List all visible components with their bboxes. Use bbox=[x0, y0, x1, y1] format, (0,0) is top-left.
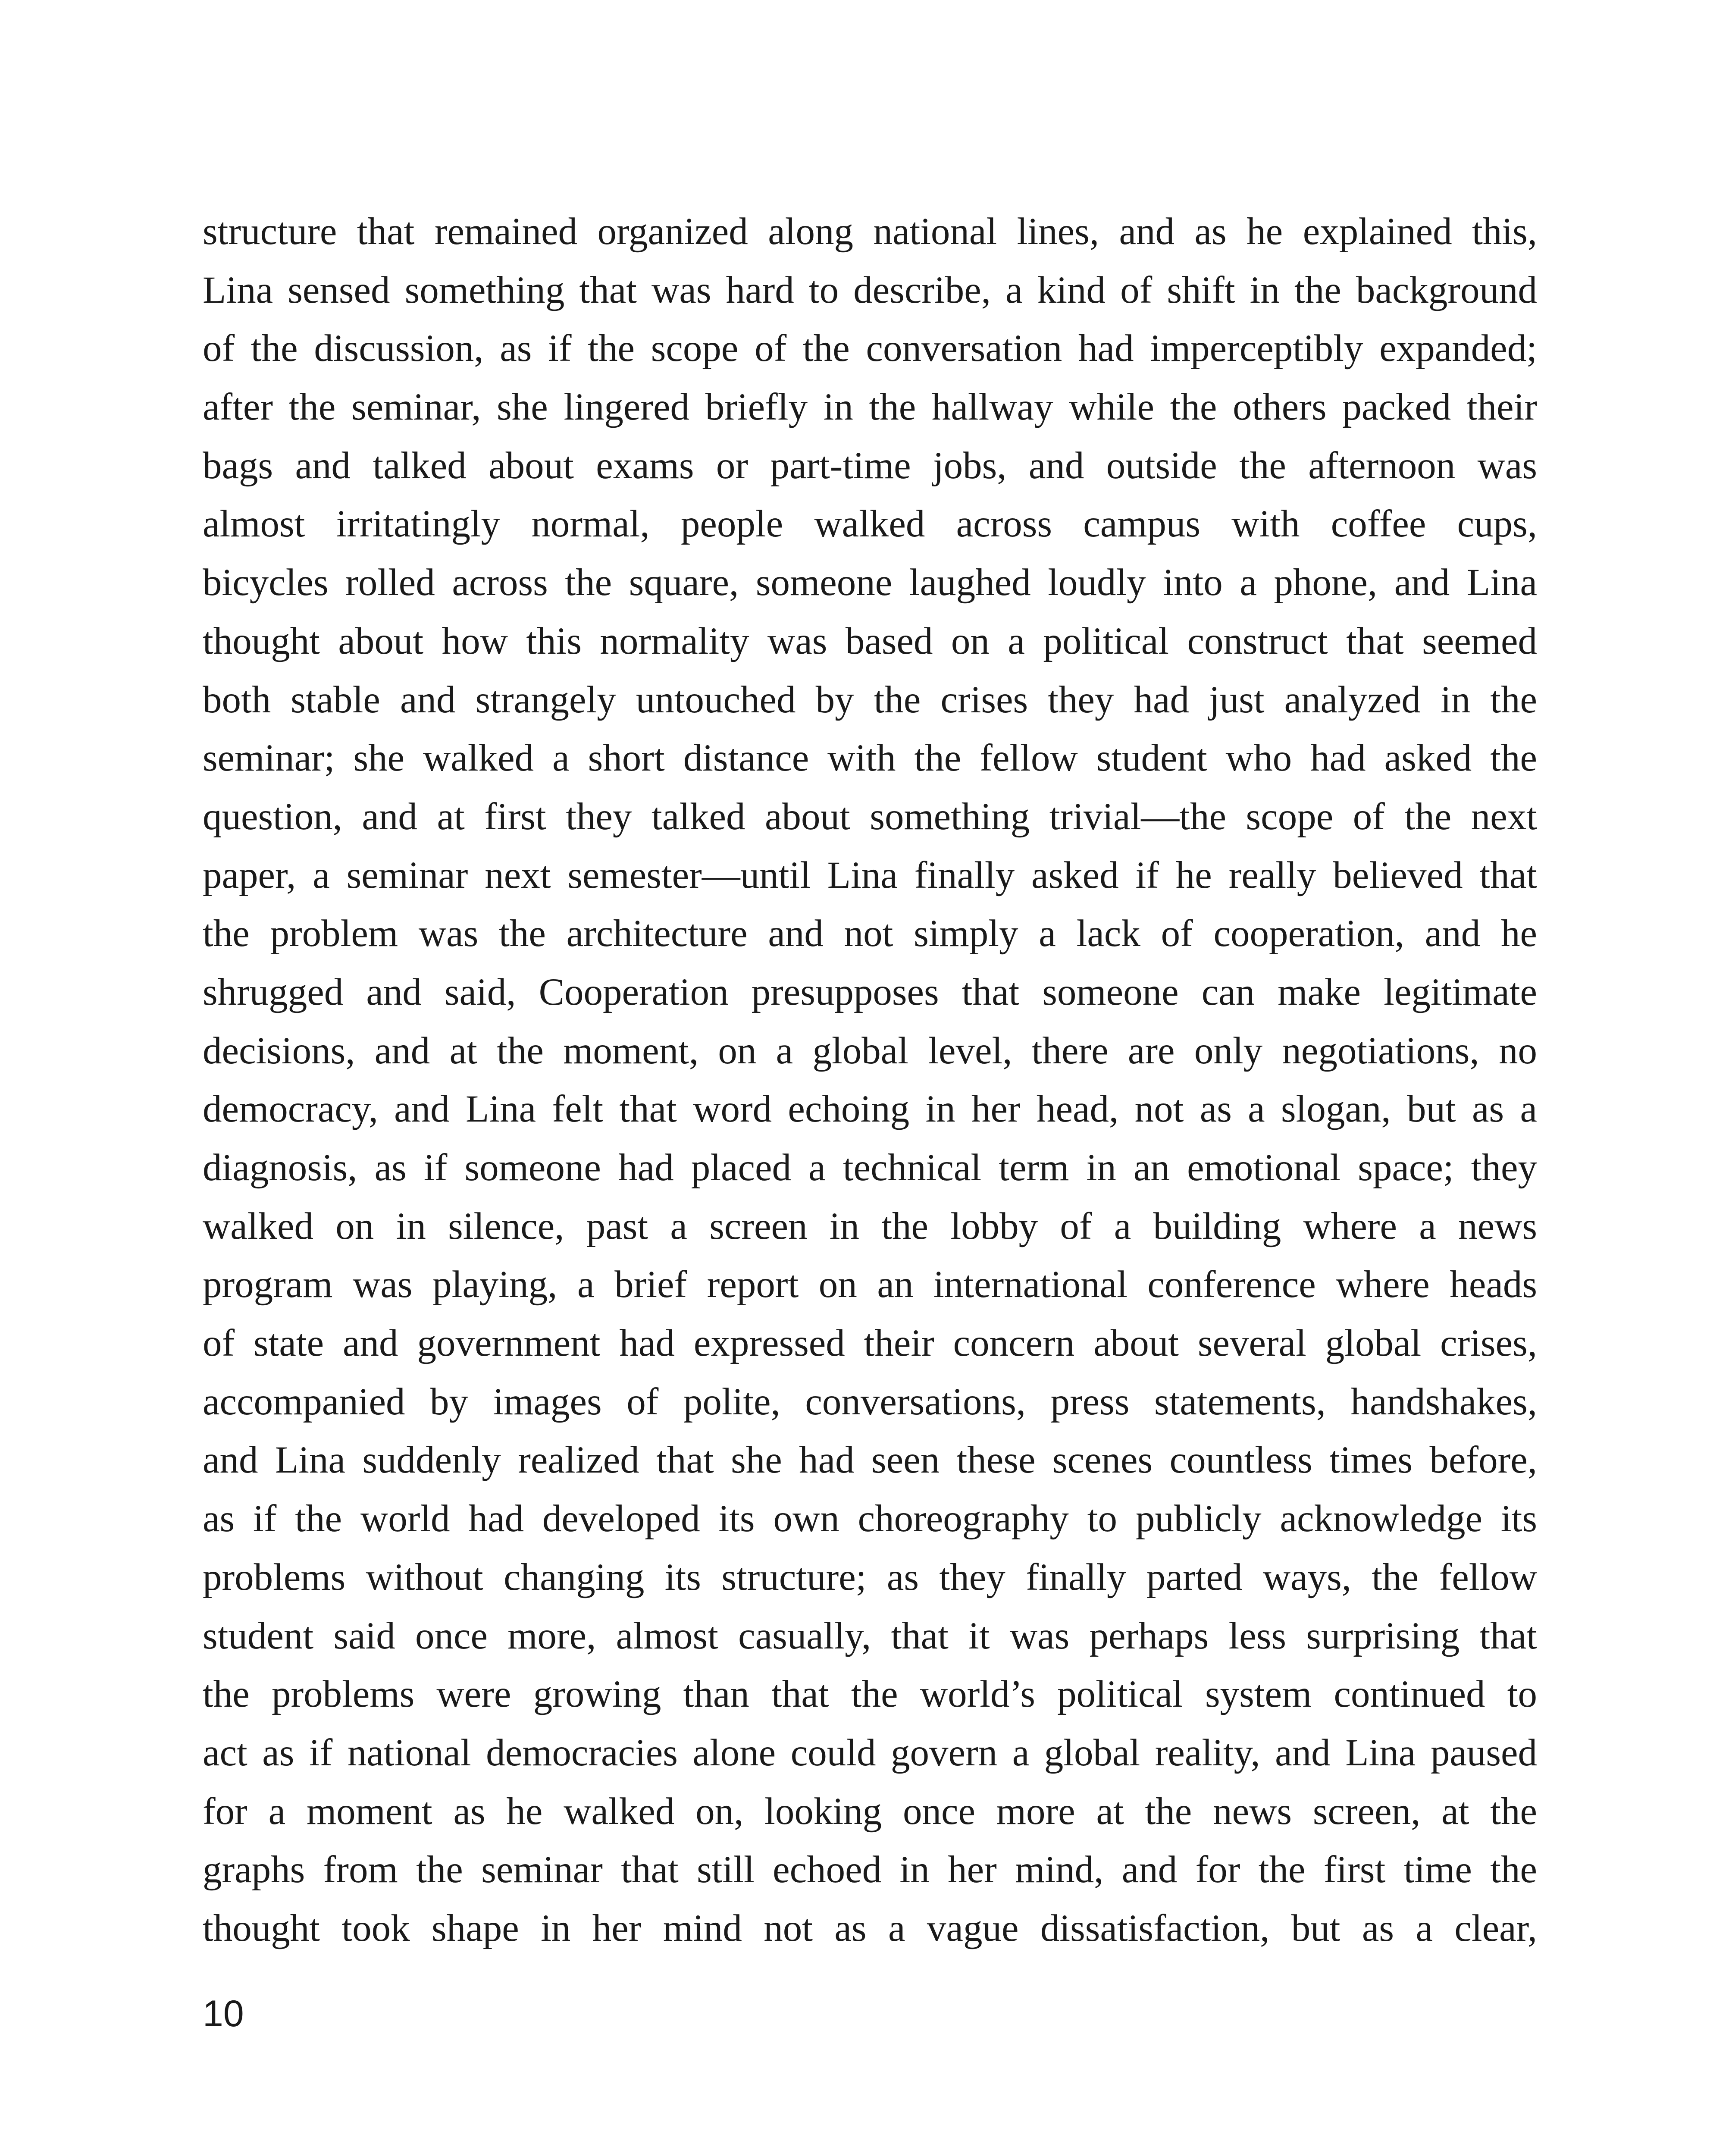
text-line: after the seminar, she lingered briefly in the hallway while the others packed their bbox=[203, 386, 1537, 429]
text-line: thought about how this normality was based on a political construct that seemed bbox=[203, 620, 1537, 662]
text-line: structure that remained organized along national lines, and as he explained this, bbox=[203, 210, 1537, 253]
text-line: diagnosis, as if someone had placed a technical term in an emotional space; they bbox=[203, 1147, 1537, 1189]
text-line: walked on in silence, past a screen in the lobby of a building where a news bbox=[203, 1205, 1537, 1247]
text-line: paper, a seminar next semester—until Lina finally asked if he really believed that bbox=[203, 854, 1537, 896]
text-line: decisions, and at the moment, on a global level, there are only negotiations, no bbox=[203, 1029, 1537, 1072]
page-number: 10 bbox=[203, 1993, 244, 2034]
text-line: thought took shape in her mind not as a vague dissatisfaction, but as a clear, bbox=[203, 1907, 1537, 1949]
text-line: the problems were growing than that the world’s political system continued to bbox=[203, 1673, 1537, 1716]
text-line: as if the world had developed its own choreography to publicly acknowledge its bbox=[203, 1498, 1537, 1540]
text-line: seminar; she walked a short distance with the fellow student who had asked the bbox=[203, 737, 1537, 780]
text-line: shrugged and said, Cooperation presupposes that someone can make legitimate bbox=[203, 971, 1537, 1013]
text-line: act as if national democracies alone could govern a global reality, and Lina paused bbox=[203, 1731, 1537, 1774]
text-line: bags and talked about exams or part-time jobs, and outside the afternoon was bbox=[203, 444, 1537, 487]
text-line: problems without changing its structure; as they finally parted ways, the fellow bbox=[203, 1556, 1537, 1598]
text-line: both stable and strangely untouched by the crises they had just analyzed in the bbox=[203, 678, 1537, 721]
text-line: almost irritatingly normal, people walked across campus with coffee cups, bbox=[203, 503, 1537, 545]
text-line: graphs from the seminar that still echoed in her mind, and for the first time the bbox=[203, 1849, 1537, 1891]
text-line: bicycles rolled across the square, someone laughed loudly into a phone, and Lina bbox=[203, 561, 1537, 604]
text-line: of the discussion, as if the scope of the conversation had imperceptibly expanded; bbox=[203, 327, 1537, 370]
text-line: accompanied by images of polite, conversations, press statements, handshakes, bbox=[203, 1380, 1537, 1423]
text-line: democracy, and Lina felt that word echoing in her head, not as a slogan, but as a bbox=[203, 1088, 1537, 1131]
text-line: program was playing, a brief report on an international conference where heads bbox=[203, 1263, 1537, 1306]
text-line: Lina sensed something that was hard to describe, a kind of shift in the background bbox=[203, 269, 1537, 311]
text-line: and Lina suddenly realized that she had seen these scenes countless times before, bbox=[203, 1439, 1537, 1482]
text-line: of state and government had expressed their concern about several global crises, bbox=[203, 1322, 1537, 1365]
text-line: student said once more, almost casually, that it was perhaps less surprising that bbox=[203, 1614, 1537, 1657]
text-line: for a moment as he walked on, looking once more at the news screen, at the bbox=[203, 1790, 1537, 1833]
body-text bbox=[203, 203, 1537, 1958]
text-line: the problem was the architecture and not simply a lack of cooperation, and he bbox=[203, 912, 1537, 955]
text-line: question, and at first they talked about something trivial—the scope of the next bbox=[203, 795, 1537, 838]
